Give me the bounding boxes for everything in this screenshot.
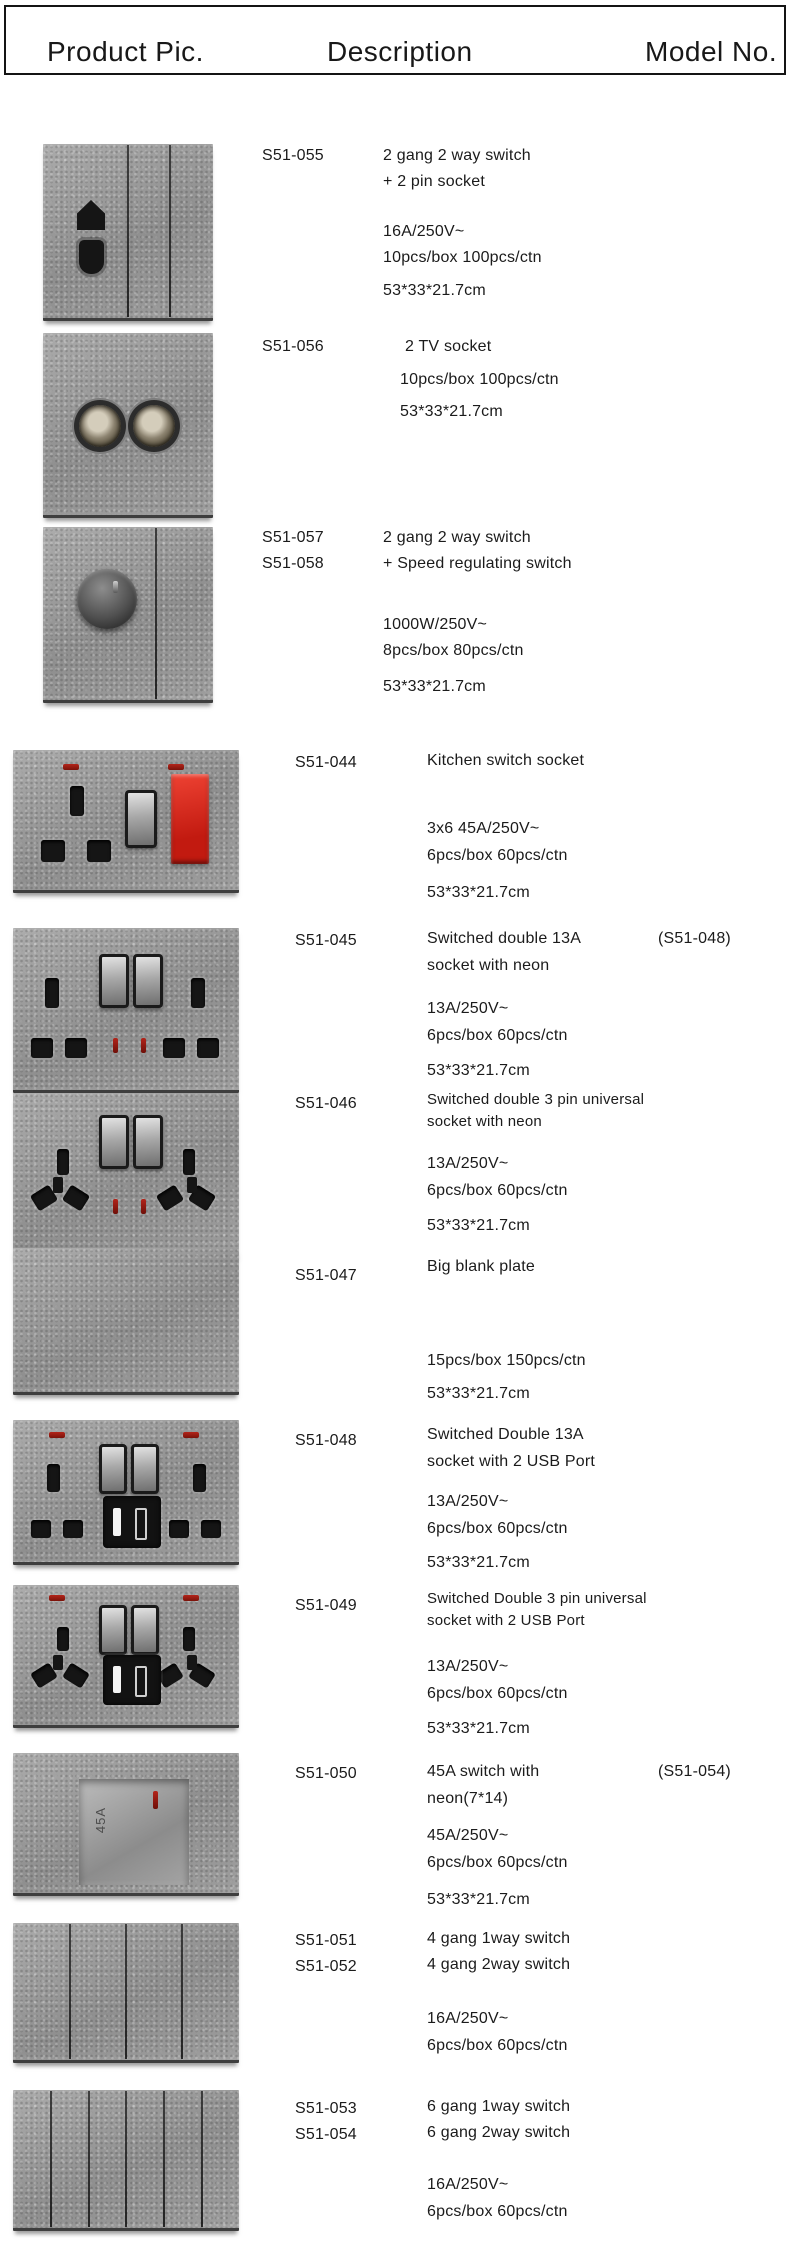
product-image-s51-049 [13, 1585, 239, 1728]
product-description: socket with 2 USB Port [427, 1612, 585, 1629]
spec-packing: 6pcs/box 60pcs/ctn [427, 1182, 568, 1199]
spec-carton-size: 53*33*21.7cm [427, 1554, 530, 1571]
knob-indicator [113, 581, 118, 593]
model-number: S51-044 [295, 754, 357, 771]
universal-socket-pin [187, 1177, 197, 1193]
spec-rating: 13A/250V~ [427, 1000, 509, 1017]
rocker-switch [99, 954, 129, 1008]
socket-pin-hole [31, 1038, 53, 1058]
45a-switch [79, 1779, 189, 1885]
universal-socket-pin [62, 1185, 90, 1212]
product-image-s51-057 [43, 527, 213, 703]
product-image-s51-056 [43, 333, 213, 518]
spec-carton-size: 53*33*21.7cm [427, 1385, 530, 1402]
rocker-switch [99, 1115, 129, 1169]
universal-socket-pin [53, 1177, 63, 1193]
rocker-switch [99, 1605, 127, 1655]
spec-carton-size: 53*33*21.7cm [383, 678, 486, 695]
universal-socket-pin [156, 1185, 184, 1212]
spec-packing: 6pcs/box 60pcs/ctn [427, 2203, 568, 2220]
spec-rating: 13A/250V~ [427, 1493, 509, 1510]
spec-packing: 6pcs/box 60pcs/ctn [427, 1854, 568, 1871]
switch-divider-line [163, 2091, 165, 2227]
neon-indicator [113, 1199, 118, 1214]
model-number: S51-052 [295, 1958, 357, 1975]
red-rocker-switch [171, 774, 209, 864]
product-description: socket with neon [427, 957, 550, 974]
neon-indicator [183, 1432, 199, 1438]
model-number: S51-055 [262, 147, 324, 164]
spec-rating: 3x6 45A/250V~ [427, 820, 540, 837]
spec-carton-size: 53*33*21.7cm [427, 1720, 530, 1737]
model-number: S51-058 [262, 555, 324, 572]
table-header [4, 5, 786, 75]
usb-module [103, 1496, 161, 1548]
product-image-s51-044 [13, 750, 239, 893]
product-description: 2 TV socket [405, 338, 492, 355]
spec-packing: 6pcs/box 60pcs/ctn [427, 1027, 568, 1044]
spec-carton-size: 53*33*21.7cm [383, 282, 486, 299]
usb-port [113, 1508, 121, 1536]
spec-rating: 13A/250V~ [427, 1155, 509, 1172]
rocker-switch [131, 1444, 159, 1494]
product-image-s51-047 [13, 1248, 239, 1395]
45a-switch-label: 45A [93, 1807, 108, 1834]
spec-packing: 6pcs/box 60pcs/ctn [427, 1685, 568, 1702]
model-number: S51-054 [295, 2126, 357, 2143]
spec-packing: 10pcs/box 100pcs/ctn [400, 371, 559, 388]
tv-connector [79, 405, 121, 447]
rocker-switch [131, 1605, 159, 1655]
usb-port [113, 1666, 121, 1693]
spec-carton-size: 53*33*21.7cm [427, 1062, 530, 1079]
socket-pin-hole [63, 1520, 83, 1538]
switch-divider-line [155, 528, 157, 699]
spec-packing: 6pcs/box 60pcs/ctn [427, 847, 568, 864]
product-description: 4 gang 2way switch [427, 1956, 571, 1973]
product-image-s51-045 [13, 928, 239, 1093]
socket-pin-hole [77, 200, 105, 230]
neon-indicator [141, 1038, 146, 1053]
neon-indicator [153, 1791, 158, 1809]
spec-rating: 16A/250V~ [427, 2010, 509, 2027]
product-image-s51-051 [13, 1923, 239, 2063]
socket-pin-hole [65, 1038, 87, 1058]
usb-module [103, 1655, 161, 1705]
model-number: S51-046 [295, 1095, 357, 1112]
neon-indicator [141, 1199, 146, 1214]
product-description: + 2 pin socket [383, 173, 485, 190]
socket-pin-hole [45, 978, 59, 1008]
product-image-s51-046 [13, 1093, 239, 1258]
socket-pin-hole [169, 1520, 189, 1538]
spec-carton-size: 53*33*21.7cm [427, 884, 530, 901]
neon-indicator [63, 764, 79, 770]
spec-packing: 15pcs/box 150pcs/ctn [427, 1352, 586, 1369]
product-description: + Speed regulating switch [383, 555, 572, 572]
switch-divider-line [69, 1924, 71, 2059]
socket-pin-hole [87, 840, 111, 862]
universal-socket-pin [57, 1149, 69, 1175]
spec-carton-size: 53*33*21.7cm [427, 1217, 530, 1234]
model-number: S51-049 [295, 1597, 357, 1614]
product-description: Switched Double 3 pin universal [427, 1590, 647, 1607]
neon-indicator [49, 1432, 65, 1438]
socket-pin-hole [47, 1464, 60, 1492]
spec-rating: 16A/250V~ [427, 2176, 509, 2193]
tv-connector [133, 405, 175, 447]
product-description: 6 gang 2way switch [427, 2124, 571, 2141]
socket-pin-hole [70, 786, 84, 816]
universal-socket-pin [53, 1655, 63, 1670]
spec-rating: 16A/250V~ [383, 223, 465, 240]
neon-indicator [183, 1595, 199, 1601]
universal-socket-pin [187, 1655, 197, 1670]
product-description: socket with neon [427, 1113, 542, 1130]
product-description: Big blank plate [427, 1258, 535, 1275]
switch-divider-line [169, 145, 171, 317]
related-model-note: (S51-054) [658, 1763, 731, 1780]
model-number: S51-051 [295, 1932, 357, 1949]
related-model-note: (S51-048) [658, 930, 731, 947]
column-header-model-no: Model No. [645, 36, 778, 67]
spec-packing: 10pcs/box 100pcs/ctn [383, 249, 542, 266]
model-number: S51-056 [262, 338, 324, 355]
rocker-switch [133, 1115, 163, 1169]
model-number: S51-053 [295, 2100, 357, 2117]
column-header-product-pic: Product Pic. [47, 36, 204, 67]
switch-divider-line [127, 145, 129, 317]
spec-packing: 8pcs/box 80pcs/ctn [383, 642, 524, 659]
product-description: 2 gang 2 way switch [383, 147, 531, 164]
universal-socket-pin [183, 1149, 195, 1175]
product-description: 2 gang 2 way switch [383, 529, 531, 546]
product-description: socket with 2 USB Port [427, 1453, 596, 1470]
dimmer-knob [77, 569, 137, 629]
product-image-s51-048 [13, 1420, 239, 1565]
rocker-switch [125, 790, 157, 848]
socket-pin-hole [31, 1520, 51, 1538]
product-description: 6 gang 1way switch [427, 2098, 571, 2115]
switch-divider-line [181, 1924, 183, 2059]
usb-port [135, 1508, 147, 1540]
universal-socket-pin [62, 1662, 90, 1688]
usb-port [135, 1666, 147, 1697]
spec-carton-size: 53*33*21.7cm [427, 1891, 530, 1908]
switch-divider-line [125, 2091, 127, 2227]
model-number: S51-050 [295, 1765, 357, 1782]
spec-packing: 6pcs/box 60pcs/ctn [427, 1520, 568, 1537]
product-description: Switched double 3 pin universal [427, 1091, 645, 1108]
socket-pin-hole [201, 1520, 221, 1538]
product-image-s51-053 [13, 2090, 239, 2231]
rocker-switch [133, 954, 163, 1008]
switch-divider-line [201, 2091, 203, 2227]
model-number: S51-045 [295, 932, 357, 949]
product-description: Kitchen switch socket [427, 752, 585, 769]
product-description: neon(7*14) [427, 1790, 509, 1807]
model-number: S51-057 [262, 529, 324, 546]
spec-rating: 13A/250V~ [427, 1658, 509, 1675]
universal-socket-pin [183, 1627, 195, 1651]
switch-divider-line [125, 1924, 127, 2059]
product-description: 4 gang 1way switch [427, 1930, 571, 1947]
universal-socket-pin [57, 1627, 69, 1651]
socket-pin-hole [163, 1038, 185, 1058]
model-number: S51-048 [295, 1432, 357, 1449]
socket-pin-hole [193, 1464, 206, 1492]
product-image-s51-050 [13, 1753, 239, 1896]
socket-pin-hole [79, 240, 104, 274]
spec-packing: 6pcs/box 60pcs/ctn [427, 2037, 568, 2054]
model-number: S51-047 [295, 1267, 357, 1284]
neon-indicator [49, 1595, 65, 1601]
spec-rating: 1000W/250V~ [383, 616, 488, 633]
product-description: Switched Double 13A [427, 1426, 584, 1443]
spec-rating: 45A/250V~ [427, 1827, 509, 1844]
spec-carton-size: 53*33*21.7cm [400, 403, 503, 420]
product-image-s51-055 [43, 144, 213, 321]
socket-pin-hole [197, 1038, 219, 1058]
switch-divider-line [50, 2091, 52, 2227]
product-description: 45A switch with [427, 1763, 540, 1780]
product-description: Switched double 13A [427, 930, 582, 947]
neon-indicator [168, 764, 184, 770]
column-header-description: Description [327, 36, 473, 67]
rocker-switch [99, 1444, 127, 1494]
socket-pin-hole [41, 840, 65, 862]
switch-divider-line [88, 2091, 90, 2227]
socket-pin-hole [191, 978, 205, 1008]
neon-indicator [113, 1038, 118, 1053]
